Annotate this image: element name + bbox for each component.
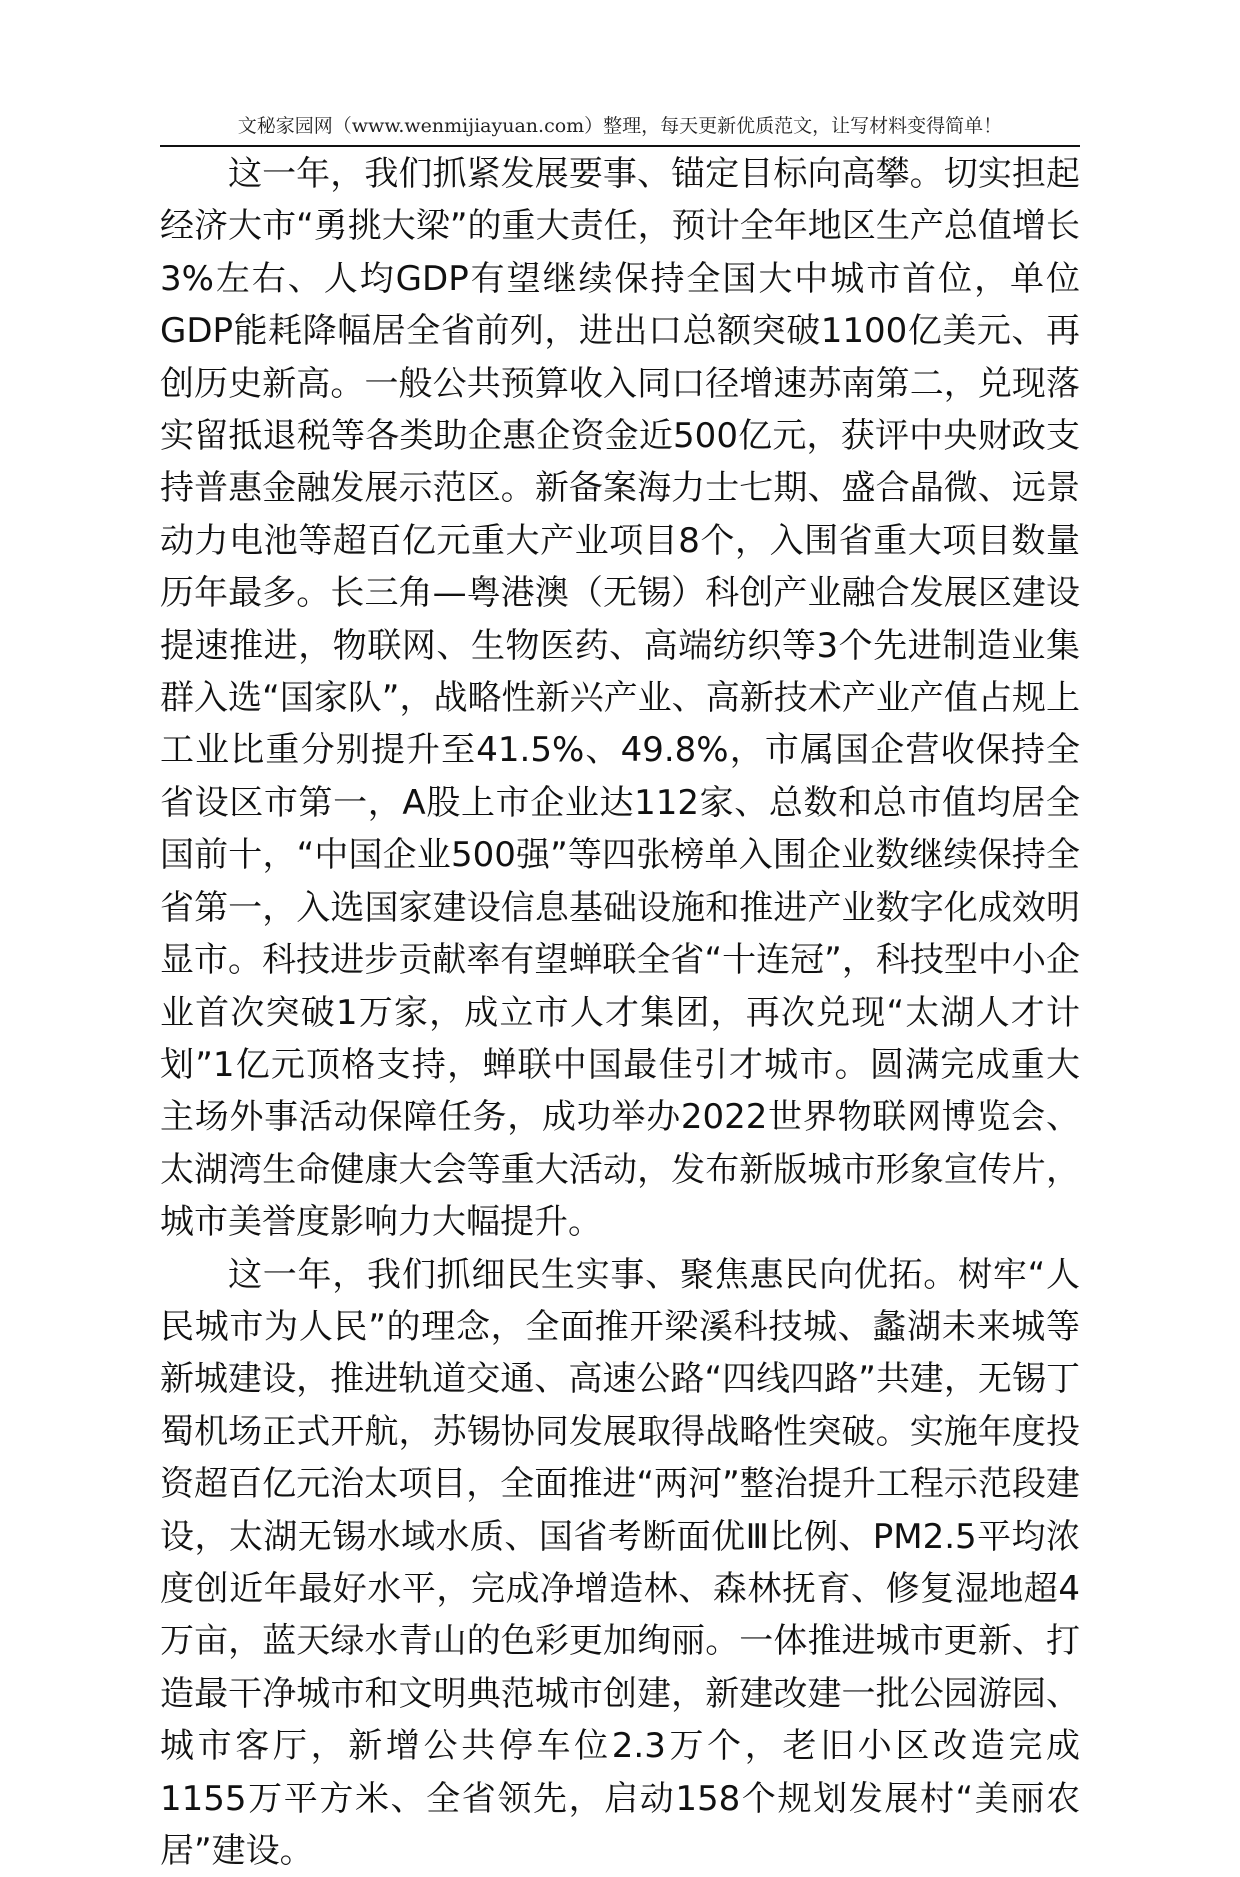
paragraph: 这一年，我们抓紧发展要事、锚定目标向高攀。切实担起经济大市“勇挑大梁”的重大责任，预计全年地区生产总值增长3%左右、人均GDP有望继续保持全国大中城市首位，单位GDP能耗降幅居全省前列，进出口总额突破1100亿美元、再创历史新高。一般公共预算收入同口径增速苏南第二，兑现落实留抵退税等各类助企惠企资金近500亿元，获评中央财政支持普惠金融发展示范区。新备案海力士七期、盛合晶微、远景动力电池等超百亿元重大产业项目8个，入围省重大项目数量历年最多。长三角—粤港澳（无锡）科创产业融合发展区建设提速推进，物联网、生物医药、高端纺织等3个先进制造业集群入选“国家队”，战略性新兴产业、高新技术产业产值占规上工业比重分别提升至41.5%、49.8%，市属国企营收保持全省设区市第一，A股上市企业达112家、总数和总市值均居全国前十，“中国企业500强”等四张榜单入围企业数继续保持全省第一，入选国家建设信息基础设施和推进产业数字化成效明显市。科技进步贡献率有望蝉联全省“十连冠”，科技型中小企业首次突破1万家，成立市人才集团，再次兑现“太湖人才计划”1亿元顶格支持，蝉联中国最佳引才城市。圆满完成重大主场外事活动保障任务，成功举办2022世界物联网博览会、太湖湾生命健康大会等重大活动，发布新版城市形象宣传片，城市美誉度影响力大幅提升。 <box>160 154 1080 1243</box>
page-header: 文秘家园网（www.wenmijiayuan.com）整理，每天更新优质范文，让写材料变得简单！ <box>237 115 1003 137</box>
paragraph: 这一年，我们抓细民生实事、聚焦惠民向优拓。树牢“人民城市为人民”的理念，全面推开梁溪科技城、蠡湖未来城等新城建设，推进轨道交通、高速公路“四线四路”共建，无锡丁蜀机场正式开航，苏锡协同发展取得战略性突破。实施年度投资超百亿元治太项目，全面推进“两河”整治提升工程示范段建设，太湖无锡水域水质、国省考断面优Ⅲ比例、PM2.5平均浓度创近年最好水平，完成净增造林、森林抚育、修复湿地超4万亩，蓝天绿水青山的色彩更加绚丽。一体推进城市更新、打造最干净城市和文明典范城市创建，新建改建一批公园游园、城市客厅，新增公共停车位2.3万个，老旧小区改造完成1155万平方米、全省领先，启动158个规划发展村“美丽农居”建设。 <box>160 1254 1080 1871</box>
header-divider <box>160 145 1080 147</box>
document-body <box>160 148 1080 1877</box>
